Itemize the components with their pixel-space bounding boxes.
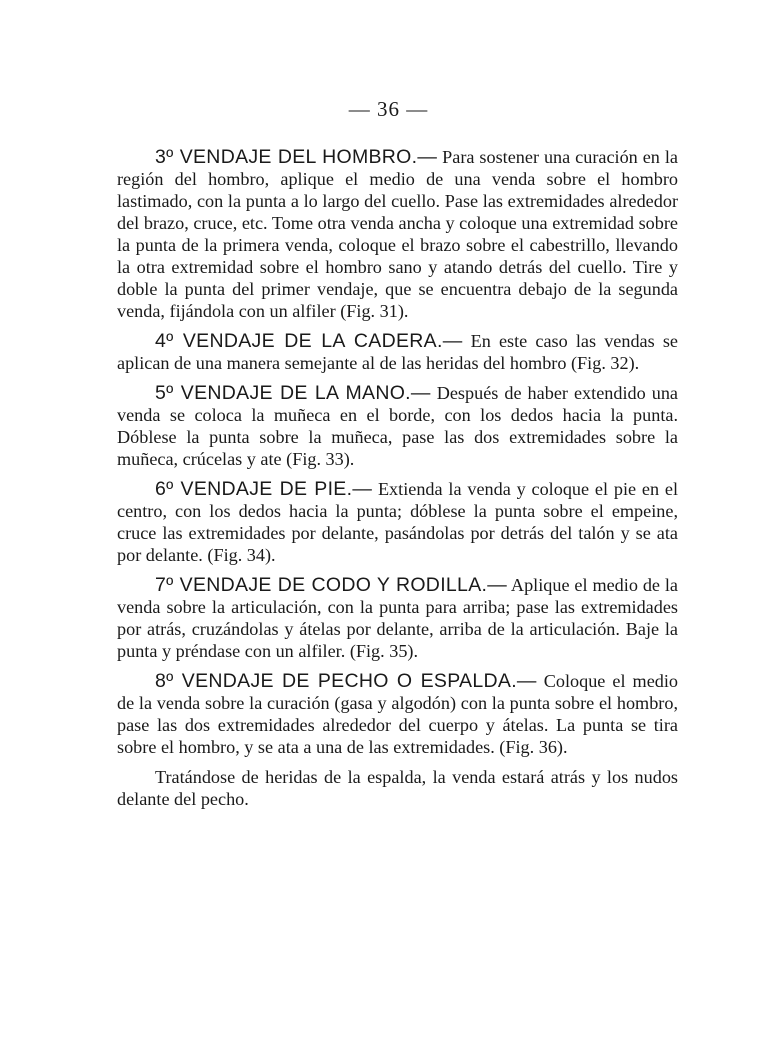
- closing-paragraph: Tratándose de heridas de la espalda, la venda estará atrás y los nudos delante del pecho.: [117, 767, 678, 809]
- section-shoulder-bandage: [117, 146, 678, 322]
- section-heading: 6º VENDAJE DE PIE.—: [155, 478, 373, 500]
- section-body: Para sostener una curación en la región del hombro, aplique el medio de una venda sobre el hombro lastimado, con la punta a lo largo del cuello. Pase las extremidades alrededor del brazo, cruce, etc. Tome otra venda ancha y coloque una extremidad sobre la punta de la primera venda, coloque el brazo sobre el cabestrillo, llevando la otra extremidad sobre el hombro sano y atando detrás del cuello. Tire y doble la punta del primer vendaje, que se encuentra debajo de la segunda venda, fijándola con un alfiler (Fig. 31).: [117, 147, 678, 321]
- section-heading: 4º VENDAJE DE LA CADERA.—: [155, 330, 463, 352]
- section-body: Coloque el medio de la venda sobre la curación (gasa y algodón) con la punta sobre el hombro, pase las dos extremidades alrededor del cuerpo y átelas. La punta se tira sobre el hombro, y se ata a una de las extremidades. (Fig. 36).: [117, 671, 679, 757]
- section-heading: 7º VENDAJE DE CODO Y RODILLA.—: [155, 574, 508, 596]
- section-body: Después de haber extendido una venda se coloca la muñeca en el borde, con los dedos hacia la punta. Dóblese la punta sobre la muñeca, pase las dos extremidades sobre la muñeca, crúcelas y ate (Fig. 33).: [117, 383, 678, 469]
- page-number: — 36 —: [348, 97, 429, 121]
- section-body: Extienda la venda y coloque el pie en el centro, con los dedos hacia la punta; dóblese la punta sobre el empeine, cruce las extremidades por delante, pasándolas por detrás del talón y se ata por delante. (Fig. 34).: [117, 479, 679, 565]
- section-heading: 3º VENDAJE DEL HOMBRO.—: [155, 146, 438, 168]
- section-heading: 5º VENDAJE DE LA MANO.—: [155, 382, 431, 404]
- section-body: Aplique el medio de la venda sobre la articulación, con la punta para arriba; pase las extremidades por atrás, cruzándolas y átelas por delante, arriba de la articulación. Baje la punta y préndase con un alfiler. (Fig. 35).: [117, 575, 679, 661]
- section-hand-bandage: [117, 382, 678, 470]
- section-heading: 8º VENDAJE DE PECHO O ESPALDA.—: [155, 670, 537, 692]
- section-foot-bandage: [117, 478, 678, 566]
- section-chest-back-bandage: [117, 670, 678, 758]
- section-hip-bandage: [117, 330, 678, 374]
- section-elbow-knee-bandage: [117, 574, 678, 662]
- section-body: En este caso las vendas se aplican de una manera semejante al de las heridas del hombro (Fig. 32).: [117, 331, 678, 373]
- page-body: [117, 146, 678, 818]
